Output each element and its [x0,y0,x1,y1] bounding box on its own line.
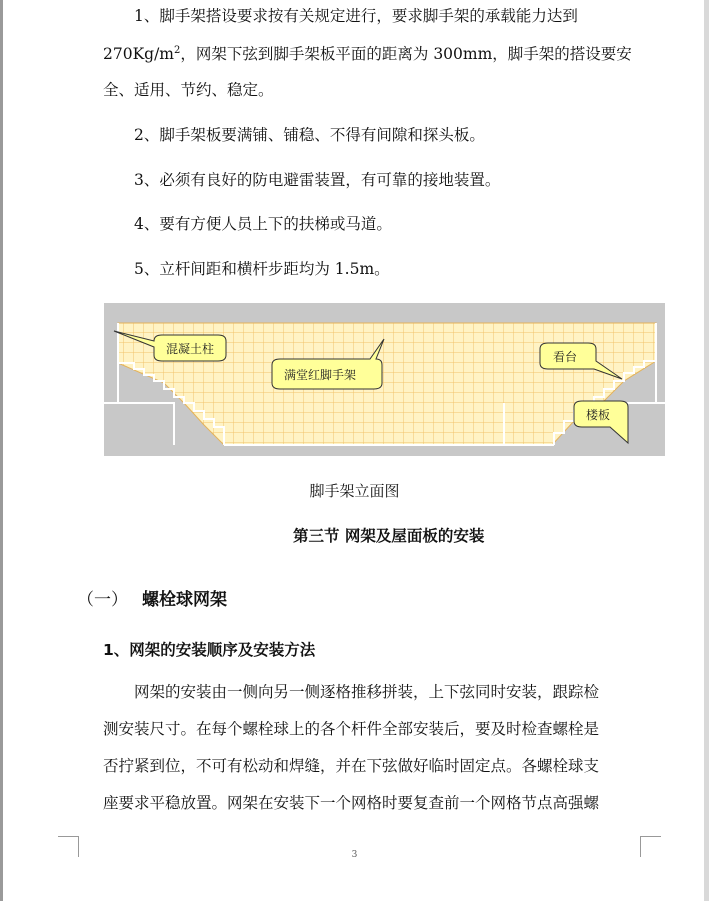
paragraph-3: 3、必须有良好的防电避雷装置，有可靠的接地装置。 [134,171,501,189]
paragraph-1-line-1: 1、脚手架搭设要求按有关规定进行，要求脚手架的承载能力达到 [134,7,578,25]
callout-column-label: 混凝土柱 [166,342,215,356]
page-number: 3 [351,850,358,860]
callout-stand-label: 看台 [553,350,578,364]
superscript-two: 2 [174,45,181,56]
load-value: 270Kg/m [103,45,175,63]
paragraph-4: 4、要有方便人员上下的扶梯或马道。 [134,215,392,233]
figure-caption: 脚手架立面图 [309,482,400,500]
paragraph-2: 2、脚手架板要满铺、铺稳、不得有间隙和探头板。 [134,126,485,144]
body-line-1: 网架的安装由一侧向另一侧逐格推移拼装，上下弦同时安装，跟踪检 [134,683,600,701]
body-line-4: 座要求平稳放置。网架在安装下一个网格时要复查前一个网格节点高强螺 [103,794,600,812]
paragraph-5: 5、立杆间距和横杆步距均为 1.5m。 [134,260,390,278]
heading-1-text: 螺栓球网架 [142,590,227,610]
paragraph-1-line-2-rest: ，网架下弦到脚手架板平面的距离为 300mm，脚手架的搭设要安 [180,45,632,63]
callout-scaffold-label: 满堂红脚手架 [284,368,357,382]
paragraph-1-line-3: 全、适用、节约、稳定。 [103,81,274,99]
heading-1 [77,585,227,610]
callout-floor-label: 楼板 [586,408,611,422]
paragraph-1-line-2 [103,44,632,64]
heading-1-number: （一） [77,590,128,610]
vertical-scrollbar[interactable] [704,0,709,901]
scaffold-elevation-figure [104,303,665,456]
heading-2: 1、网架的安装顺序及安装方法 [103,641,316,659]
body-line-3: 否拧紧到位，不可有松动和焊缝，并在下弦做好临时固定点。各螺栓球支 [103,757,600,775]
section-title: 第三节 网架及屋面板的安装 [293,527,485,545]
window-left-edge [0,0,3,901]
body-line-2: 测安装尺寸。在每个螺栓球上的各个杆件全部安装后，要及时检查螺栓是 [103,720,600,738]
